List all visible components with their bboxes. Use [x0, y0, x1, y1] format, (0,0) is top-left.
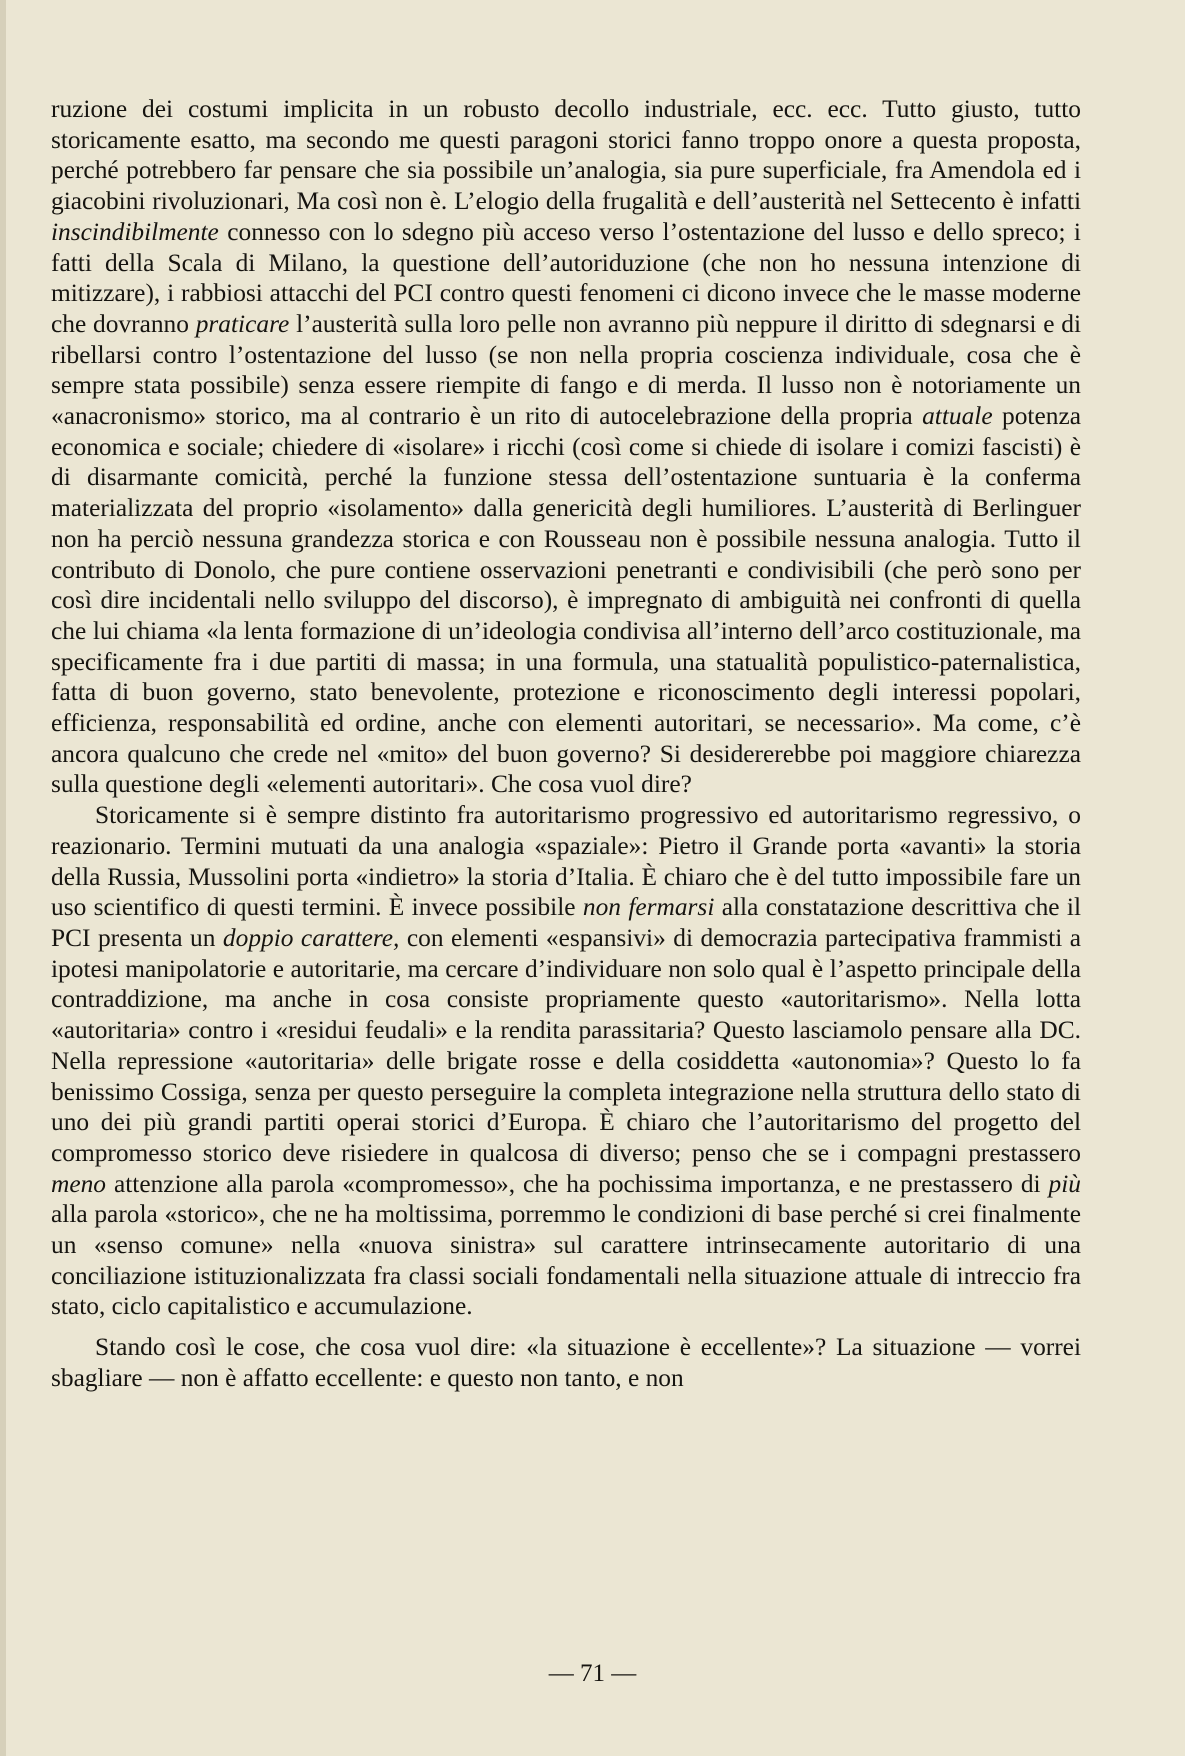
text-segment: connesso con lo sdegno più acceso verso l’ostentazione del lusso e dello spreco; i fatti della Scala di Milano, la questione dell’autoriduzione (che non ho nessuna intenzione di mitizzare), i rabbiosi attacchi del PCI contro questi fenomeni ci dicono invece che le masse moderne che dovranno [51, 217, 1081, 338]
italic-segment: meno [51, 1169, 106, 1198]
italic-segment: doppio carattere, [222, 923, 400, 952]
paragraph-1 [51, 94, 1081, 800]
text-segment: attenzione alla parola «compromesso», che ha pochissima importanza, e ne prestassero di [106, 1169, 1049, 1198]
italic-segment: praticare [195, 309, 290, 338]
text-segment: ruzione dei costumi implicita in un robusto decollo industriale, ecc. ecc. Tutto giusto, tutto storicamente esatto, ma secondo me questi paragoni storici fanno troppo onore a questa proposta, perché potrebbero far pensare che sia possibile un’analogia, sia pure superficiale, fra Amendola ed i giacobini rivoluzionari, Ma così non è. L’elogio della frugalità e dell’austerità nel Settecento è infatti [51, 95, 1081, 216]
page-edge-shadow [0, 0, 6, 1756]
text-segment: Storicamente si è sempre distinto fra autoritarismo progressivo ed autoritarismo regressivo, o reazionario. Termini mutuati da una analogia «spaziale»: Pietro il Grande porta «avanti» la storia della Russia, Mussolini porta «indietro» la storia d’Italia. È chiaro che è del tutto impossibile fare un uso scientifico di questi termini. È invece possibile [51, 801, 1081, 922]
italic-segment: non fermarsi [582, 893, 715, 922]
paragraph-3 [51, 1332, 1081, 1393]
italic-segment: più [1048, 1169, 1081, 1198]
italic-segment: inscindibilmente [51, 217, 219, 246]
body-text [51, 94, 1081, 1394]
page-number: — 71 — [548, 1660, 637, 1687]
text-segment: Stando così le cose, che cosa vuol dire: «la situazione è eccellente»? La situazione — vorrei sbagliare — non è affatto eccellente: e questo non tanto, e non [51, 1333, 1081, 1392]
text-segment: con elementi «espansivi» di democrazia partecipativa frammisti a ipotesi manipolatorie e autoritarie, ma cercare d’individuare non solo qual è l’aspetto principale della contraddizione, ma anche in cosa consiste propriamente questo «autoritarismo». Nella lotta «autoritaria» contro i «residui feudali» e la rendita parassitaria? Questo lasciamolo pensare alla DC. Nella repressione «autoritaria» delle brigate rosse e della cosiddetta «autonomia»? Questo lo fa benissimo Cossiga, senza per questo perseguire la completa integrazione nella struttura dello stato di uno dei più grandi partiti operai storici d’Europa. È chiaro che l’autoritarismo del progetto del compromesso storico deve risiedere in qualcosa di diverso; penso che se i compagni prestassero [51, 923, 1081, 1167]
text-segment: alla constatazione descrittiva che il PCI presenta un [51, 893, 1081, 952]
paragraph-2 [51, 800, 1081, 1322]
text-segment: alla parola «storico», che ne ha moltissima, porremmo le condizioni di base perché si crei finalmente un «senso comune» nella «nuova sinistra» sul carattere intrinsecamente autoritario di una conciliazione istituzionalizzata fra classi sociali fondamentali nella situazione attuale di intreccio fra stato, ciclo capitalistico e accumulazione. [51, 1200, 1081, 1321]
italic-segment: attuale [922, 402, 993, 431]
text-segment: potenza economica e sociale; chiedere di «isolare» i ricchi (così come si chiede di isolare i comizi fascisti) è di disarmante comicità, perché la funzione stessa dell’ostentazione suntuaria è la conferma materializzata del proprio «isolamento» dalla genericità degli humiliores. L’austerità di Berlinguer non ha perciò nessuna grandezza storica e con Rousseau non è possibile nessuna analogia. Tutto il contributo di Donolo, che pure contiene osservazioni penetranti e condivisibili (che però sono per così dire incidentali nello sviluppo del discorso), è impregnato di ambiguità nei confronti di quella che lui chiama «la lenta formazione di un’ideologia condivisa all’interno dell’arco costituzionale, ma specificamente fra i due partiti di massa; in una formula, una statualità populistico-paternalistica, fatta di buon governo, stato benevolente, protezione e riconoscimento degli interessi popolari, efficienza, responsabilità ed ordine, anche con elementi autoritari, se necessario». Ma come, c’è ancora qualcuno che crede nel «mito» del buon governo? Si desidererebbe poi maggiore chiarezza sulla questione degli «elementi autoritari». Che cosa vuol dire? [51, 402, 1081, 799]
text-segment: l’austerità sulla loro pelle non avranno più neppure il diritto di sdegnarsi e di ribellarsi contro l’ostentazione del lusso (se non nella propria coscienza individuale, cosa che è sempre stata possibile) senza essere riempite di fango e di merda. Il lusso non è notoriamente un «anacronismo» storico, ma al contrario è un rito di autocelebrazione della propria [51, 309, 1081, 431]
